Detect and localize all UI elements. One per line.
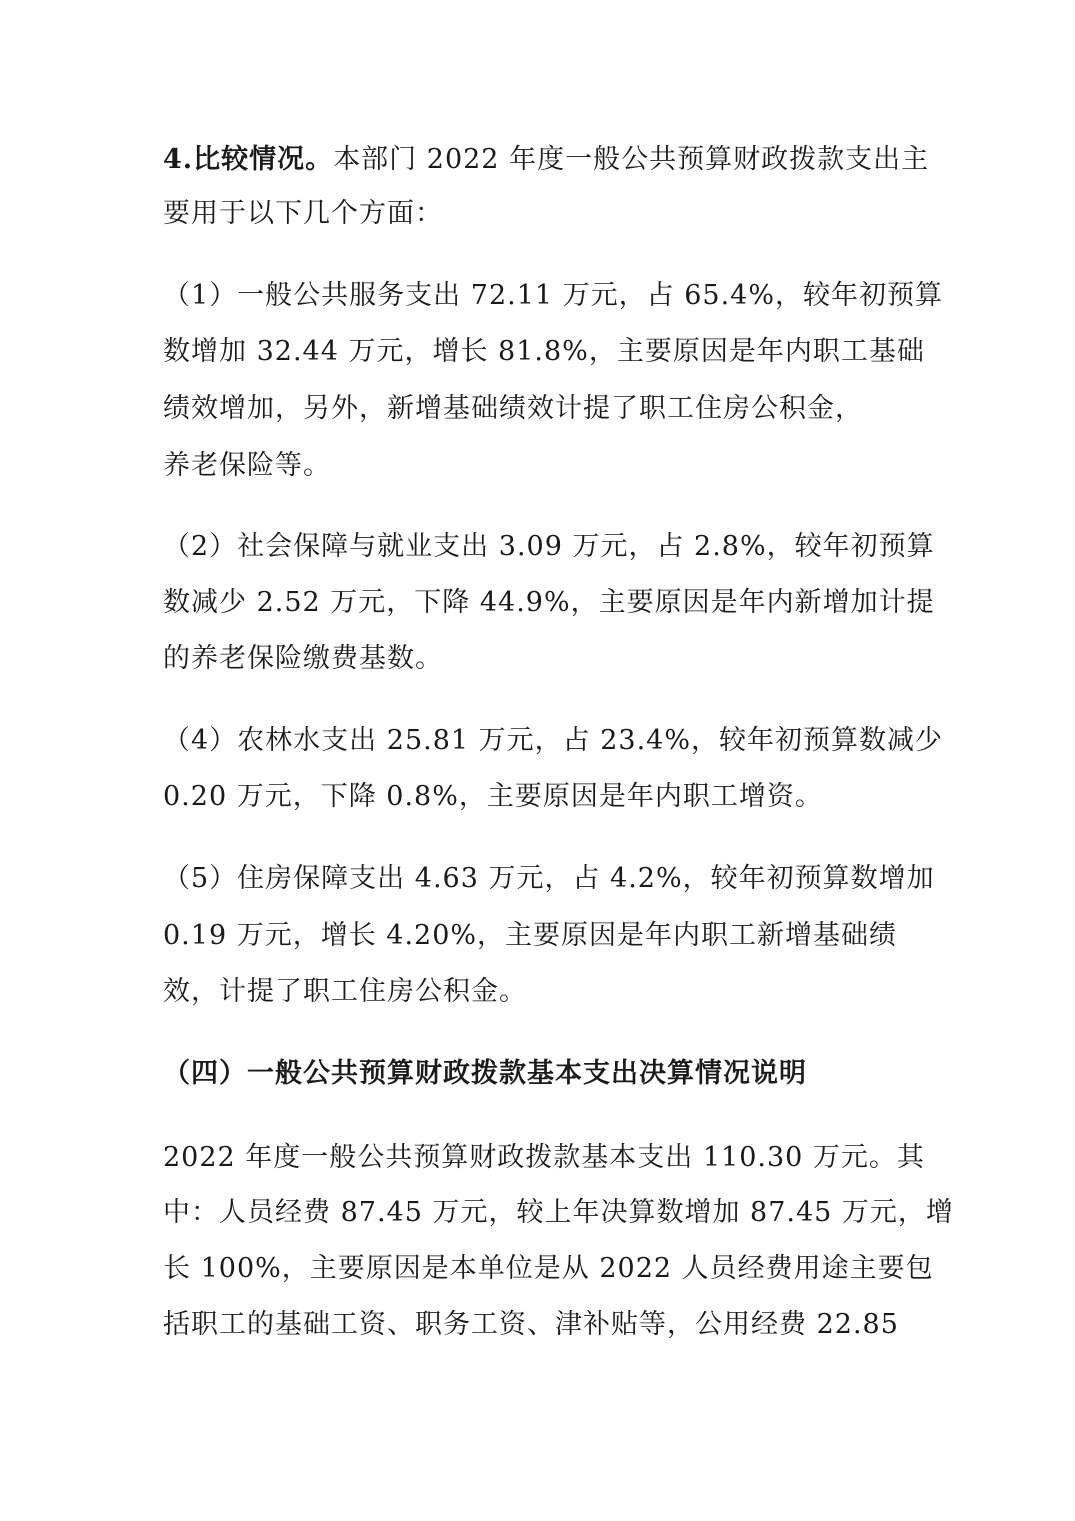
basic-line-1: 2022 年度一般公共预算财政拨款基本支出 110.30 万元。其: [163, 1142, 925, 1173]
section-heading-4: （四）一般公共预算财政拨款基本支出决算情况说明: [163, 1058, 807, 1089]
item1-line-1: （1）一般公共服务支出 72.11 万元，占 65.4%，较年初预算: [163, 280, 943, 311]
item1-line-2: 数增加 32.44 万元，增长 81.8%，主要原因是年内职工基础: [163, 336, 925, 367]
item4-line-1: （4）农林水支出 25.81 万元，占 23.4%，较年初预算数减少: [163, 725, 943, 756]
section4-label: 4.比较情况。: [163, 144, 334, 175]
item2-line-1: （2）社会保障与就业支出 3.09 万元，占 2.8%，较年初预算: [163, 531, 935, 562]
basic-line-4: 括职工的基础工资、职务工资、津补贴等，公用经费 22.85: [163, 1309, 899, 1340]
basic-line-2: 中：人员经费 87.45 万元，较上年决算数增加 87.45 万元，增: [163, 1197, 954, 1228]
item5-line-2: 0.19 万元，增长 4.20%，主要原因是年内职工新增基础绩: [163, 920, 898, 951]
item2-line-2: 数减少 2.52 万元，下降 44.9%，主要原因是年内新增加计提: [163, 587, 935, 618]
item1-line-4: 养老保险等。: [163, 450, 331, 481]
item4-line-2: 0.20 万元，下降 0.8%，主要原因是年内职工增资。: [163, 781, 823, 812]
item5-line-3: 效，计提了职工住房公积金。: [163, 976, 527, 1007]
basic-line-3: 长 100%，主要原因是本单位是从 2022 人员经费用途主要包: [163, 1253, 934, 1284]
item1-line-3: 绩效增加，另外，新增基础绩效计提了职工住房公积金，: [163, 393, 863, 424]
section4-line-1: [163, 142, 929, 178]
item2-line-3: 的养老保险缴费基数。: [163, 643, 443, 674]
section4-line-2: 要用于以下几个方面：: [163, 198, 443, 229]
item5-line-1: （5）住房保障支出 4.63 万元，占 4.2%，较年初预算数增加: [163, 863, 935, 894]
section4-line-1-text: 本部门 2022 年度一般公共预算财政拨款支出主: [333, 144, 930, 175]
